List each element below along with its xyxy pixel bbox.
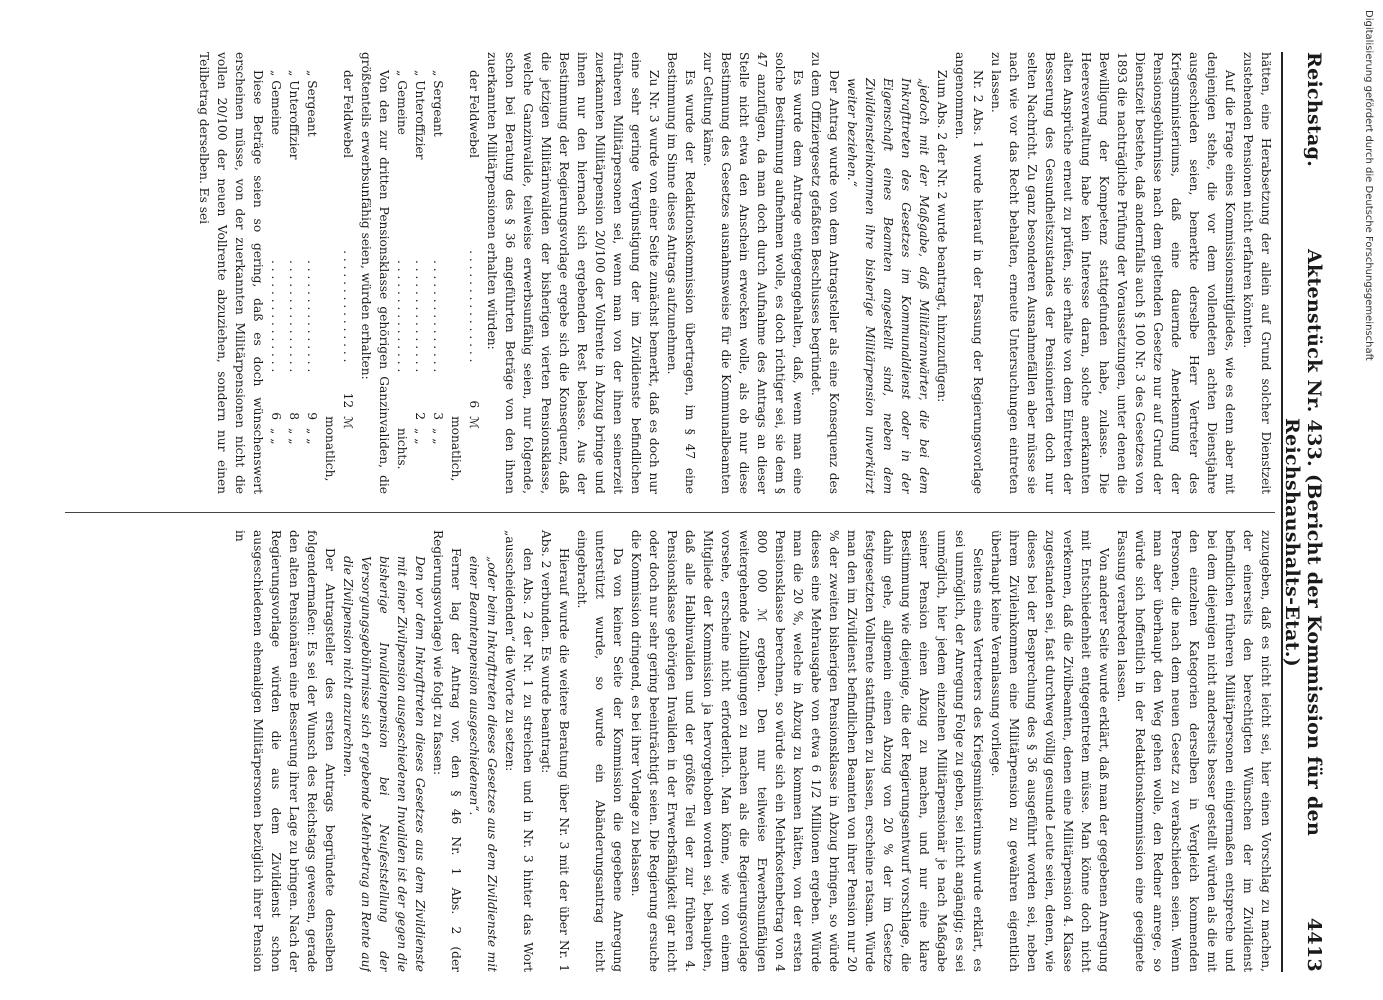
paragraph: Seitens eines Vertreters des Kriegsministeriums wurde erklärt, es sei unmöglich, der Anregung Folge zu geben, sei nicht angängig; es sei unmöglich, hier jedem einzelnen Militärpensionär je nach Maßgabe seiner Pension einen Abzug zu machen, und nur eine klare Bestimmung wie diejenige, die der Regierungsentwurf vorschlage, die dahin gehe, allgemein einen Abzug von 20 % der im Gesetze festgesetzten Vollrente stattfinden zu lassen, erscheine ratsam. Würde man den im Zivildienst befindlichen Beamten von ihrer Pension nur 20 % der zweiten bisherigen Pensionsklasse in Abzug bringen, so würde dieses eine Mehrausgabe von etwa 6 1/2 Millionen ergeben. Würde man die 20 %, welche in Abzug zu kommen hätten, von der ersten Pensionsklasse berechnen, so würde sich ein Mehrkostenbetrag von 4 800 000 ℳ ergeben. Den nur teilweise Erwerbsunfähigen weitergehende Zubilligungen zu machen als die Regierungsvorlage vorsehe, erscheine nicht erforderlich. Man könne, wie von einem Mitgliede der Kommission ja hervorgehoben worden sei, behaupten, daß alle Halbinvaliden und der größte Teil der zur früheren 4. Pensionsklasse gehörigen Invaliden in der Erwerbsfähigkeit gar nicht oder doch nur sehr gering beeinträchtigt seien. Die Regierung ersuche die Kommission dringend, es bei ihrer Vorlage zu belassen. — [629, 530, 985, 972]
paragraph: Diese Beträge seien so gering, daß es doch wünschenswert erscheinen müsse, von der zuerkannten Militärpensionen nicht die vollen 20/100 der neuen Vollrente abzuziehen, sondern nur einen Teilbetrag derselben. Es sei — [197, 52, 265, 494]
paragraph: Der Antragsteller des ersten Antrags begründete denselben folgendermaßen: Es sei der Wunsch des Reichstags gewesen, gerade den alten Pensionären eine Besserung ihrer Lage zu bringen. Nach der Regierungsvorlage würden die aus dem Zivildienst schon ausgeschiedenen ehemaligen Militärpersonen bezüglich ihrer Pension in — [233, 530, 337, 972]
list-pre: „ — [269, 70, 283, 77]
list-pre: „ — [413, 70, 427, 77]
header-left: Reichstag. — [1303, 52, 1325, 168]
leader-dots: . . . . . . . . . . . . . . . — [341, 250, 355, 363]
pension-list-fourth-class — [393, 52, 483, 494]
paragraph: hätten, eine Herabsetzung der allein auf Grund solcher Dienstzeit zustehenden Pensionen nicht erfahren könnten. — [1241, 52, 1273, 494]
list-unit: „ „ — [305, 428, 319, 445]
list-item — [267, 52, 285, 494]
list-item — [393, 52, 411, 494]
paragraph: Auf die Frage eines Kommissionsmitgliedes, wie es denn aber mit denjenigen stehe, die vor dem vollendeten achten Dienstjahre ausgeschieden seien, bemerkte derselbe Herr Vertreter des Kriegsministeriums, daß eine dauernde Anerkennung der Pensionsgebührnisse nach dem geltenden Gesetze nur auf Grund der Dienstzeit bestehe, daß andernfalls auch § 100 Nr. 3 des Gesetzes von 1893 die nachträgliche Prüfung der Voraussetzungen, unter denen die Bewilligung der Kompetenz stattgefunden habe, zulasse. Die Heeresverwaltung habe kein Interesse daran, solche anerkannten alten Ansprüche erneut zu prüfen, sie erhalte von dem Eintreten der Besserung des Gesundheitszustandes der Pensionierten doch nur selten Nachricht. Zu ganz besonderen Ausnahmefällen aber müsse sie nach wie vor das Recht behalten, erneute Untersuchungen eintreten zu lassen. — [989, 52, 1237, 494]
list-pre: der — [467, 70, 481, 91]
list-rank: Unteroffizier — [287, 80, 301, 160]
leader-dots: . . . . . . . . . . . . . . . — [287, 260, 301, 373]
list-unit: „ „ — [287, 428, 301, 445]
list-unit: ℳ monatlich, — [449, 416, 481, 482]
paragraph: zuzugeben, daß es nicht leicht sei, hier einen Vorschlag zu machen, der einerseits den berechtigten Wünschen der im Zivildienst befindlichen früheren Militärpersonen einigermaßen entspreche und bei dem diejenigen nicht anderseits besser gestellt würden als die mit den einzelnen Kategorien derselben in Vergleich kommenden Personen, die nach dem neuen Gesetz zu verabschieden seien. Wenn man aber überhaupt den Weg gehen wolle, den Redner anrege, so würde sich hoffentlich in der Redaktionskommission eine geeignete Fassung verabreden lassen. — [1115, 530, 1273, 972]
header-rule — [1281, 52, 1283, 972]
quoted-amendment: „oder beim Inkrafttreten dieses Gesetzes aus dem Zivildienste mit einer Beamtenpension ausgeschiedenen“. — [467, 556, 499, 972]
column-divider — [65, 512, 1275, 513]
leader-dots: . . . . . . . . . . . . . . . — [395, 260, 409, 373]
leader-dots: . . . . . . . . . . . . . . . — [269, 260, 283, 373]
list-rank: Feldwebel — [341, 94, 355, 158]
list-amount: 6 — [269, 412, 283, 420]
list-rank: Gemeine — [395, 80, 409, 135]
list-pre: „ — [431, 70, 445, 77]
list-amount: 12 — [341, 392, 355, 409]
list-item — [303, 52, 321, 494]
list-unit: „ „ — [269, 428, 283, 445]
list-rank: Sergeant — [431, 80, 445, 137]
list-amount: 3 — [431, 412, 445, 420]
list-item — [429, 52, 447, 494]
list-pre: der — [341, 70, 355, 91]
list-item — [321, 52, 357, 494]
header-title: Aktenstück Nr. 433. (Bericht der Kommission für den Reichshaushalts-Etat.) — [1281, 248, 1325, 837]
page-number: 4413 — [1303, 917, 1325, 972]
list-rank: Gemeine — [269, 80, 283, 135]
paragraph: Ferner lag der Antrag vor, den § 46 Nr. 1 Abs. 2 (der Regierungsvorlage) wie folgt zu fassen: — [431, 530, 463, 972]
list-rank: Feldwebel — [467, 94, 481, 158]
list-item — [285, 52, 303, 494]
list-unit: nichts. — [395, 428, 409, 470]
list-amount: 2 — [413, 412, 427, 420]
paragraph: Von den zur dritten Pensionsklasse gehörigen Ganzinvaliden, die größtenteils erwerbsunfähig seien, würden erhalten: — [359, 52, 391, 494]
paragraph: Der Antrag wurde von dem Antragsteller als eine Konsequenz des zu dem Offiziergesetz gefaßten Beschlusses begründet. — [809, 52, 841, 494]
leader-dots: . . . . . . . . . . . . . . . — [305, 260, 319, 373]
list-amount — [393, 380, 411, 420]
paragraph: Nr. 2 Abs. 1 wurde hierauf in der Fassung der Regierungsvorlage angenommen. — [953, 52, 985, 494]
pension-list-third-class — [267, 52, 357, 494]
list-item — [447, 52, 483, 494]
list-rank: Sergeant — [305, 80, 319, 137]
paragraph: Da von keiner Seite der Kommission die gegebene Anregung unterstützt wurde, so wurde ein Abänderungsantrag nicht eingebracht. — [575, 530, 625, 972]
list-amount: 6 — [467, 400, 481, 409]
rotated-page-sheet — [55, 52, 1325, 972]
leader-dots: . . . . . . . . . . . . . . . — [413, 260, 427, 373]
list-amount: 8 — [287, 412, 301, 420]
list-pre: „ — [395, 70, 409, 77]
quoted-amendment: „jedoch mit der Maßgabe, daß Militäranwärter, die bei dem Inkrafttreten des Gesetzes im Kommunaldienst oder in der Eigenschaft eines Beamten angestellt sind, neben dem Zivildiensteinkommen ihre bisherige Militärpension unverkürzt weiter beziehen.“ — [845, 78, 931, 494]
paragraph: den Abs. 2 der Nr. 1 zu streichen und in Nr. 3 hinter das Wort „ausscheidenden“ die Worte zu setzen: — [503, 530, 535, 972]
list-pre: „ — [305, 70, 319, 77]
digitization-credit: Digitalisierung gefördert durch die Deutsche Forschungsgemeinschaft — [1363, 10, 1374, 361]
page-header — [1281, 52, 1325, 972]
paragraph: Zum Abs. 2 der Nr. 2 wurde beantragt, hinzuzufügen: — [935, 70, 949, 403]
list-pre: „ — [287, 70, 301, 77]
leader-dots: . . . . . . . . . . . . . . . — [467, 250, 481, 363]
list-amount: 9 — [305, 412, 319, 420]
right-column — [65, 530, 1275, 972]
paragraph: Hierauf wurde die weitere Beratung über Nr. 3 mit der über Nr. 1 Abs. 2 verbunden. Es wurde beantragt: — [539, 530, 571, 972]
paragraph: Es wurde dem Antrage entgegengehalten, daß, wenn man eine solche Bestimmung aufnehmen wolle, es doch richtiger sei, sie dem § 47 anzufügen, da man doch durch Aufnahme des Antrags an dieser Stelle nicht etwa den Anschein erwecken wolle, als ob nur diese Bestimmung des Gesetzes ausnahmsweise für die Kommunalbeamten zur Geltung käme. — [701, 52, 805, 494]
left-column — [65, 52, 1275, 494]
list-rank: Unteroffizier — [413, 80, 427, 160]
list-unit: „ „ — [431, 428, 445, 445]
paragraph: Von anderer Seite wurde erklärt, daß man der gegebenen Anregung mit Entschiedenheit entgegentreten müsse. Man könne doch nicht verkennen, daß die Zivilbeamten, denen eine Militärpension 4. Klasse zugestanden sei, fast durchweg völlig gesunde Leute seien, denen, wie dieses bei der Besprechung des § 36 ausgeführt worden sei, neben ihrem Zivileinkommen eine Militärpension zu gewähren eigentlich überhaupt keine Veranlassung vorliege. — [989, 530, 1111, 972]
paragraph: Es wurde der Redaktionskommission übertragen, im § 47 eine Bestimmung im Sinne dieses Antrags aufzunehmen. — [665, 52, 697, 494]
list-unit: ℳ monatlich, — [323, 416, 355, 482]
leader-dots: . . . . . . . . . . . . . . . — [431, 260, 445, 373]
paragraph: Zu Nr. 3 wurde von einer Seite zunächst bemerkt, daß es doch nur eine sehr geringe Vergünstigung der im Zivildienste befindlichen früheren Militärpersonen sei, wenn man von der ihnen seinerzeit zuerkannten Militärpension 20/100 der Vollrente in Abzug bringe und ihnen nur den hiernach sich ergebenden Rest belasse. Aus der Bestimmung der Regierungsvorlage ergebe sich die Konsequenz, daß die jetzigen Militärinvaliden der bisherigen vierten Pensionsklasse, welche Ganzinvalide, teilweise erwerbsunfähig seien, nur folgende, schon bei Beratung des § 36 angeführten Beträge von den ihnen zuerkannten Militärpensionen erhalten würden: — [485, 52, 661, 494]
quoted-amendment: Den vor dem Inkrafttreten dieses Gesetzes aus dem Zivildienste mit einer Zivilpension ausgeschiedenen Invaliden ist der gegen die bisherige Invalidenpension bei Neufeststellung der Versorgungsgebührnisse sich ergebende Mehrbetrag an Rente auf die Zivilpension nicht anzurechnen. — [341, 556, 427, 972]
list-unit: „ „ — [413, 428, 427, 445]
list-item — [411, 52, 429, 494]
